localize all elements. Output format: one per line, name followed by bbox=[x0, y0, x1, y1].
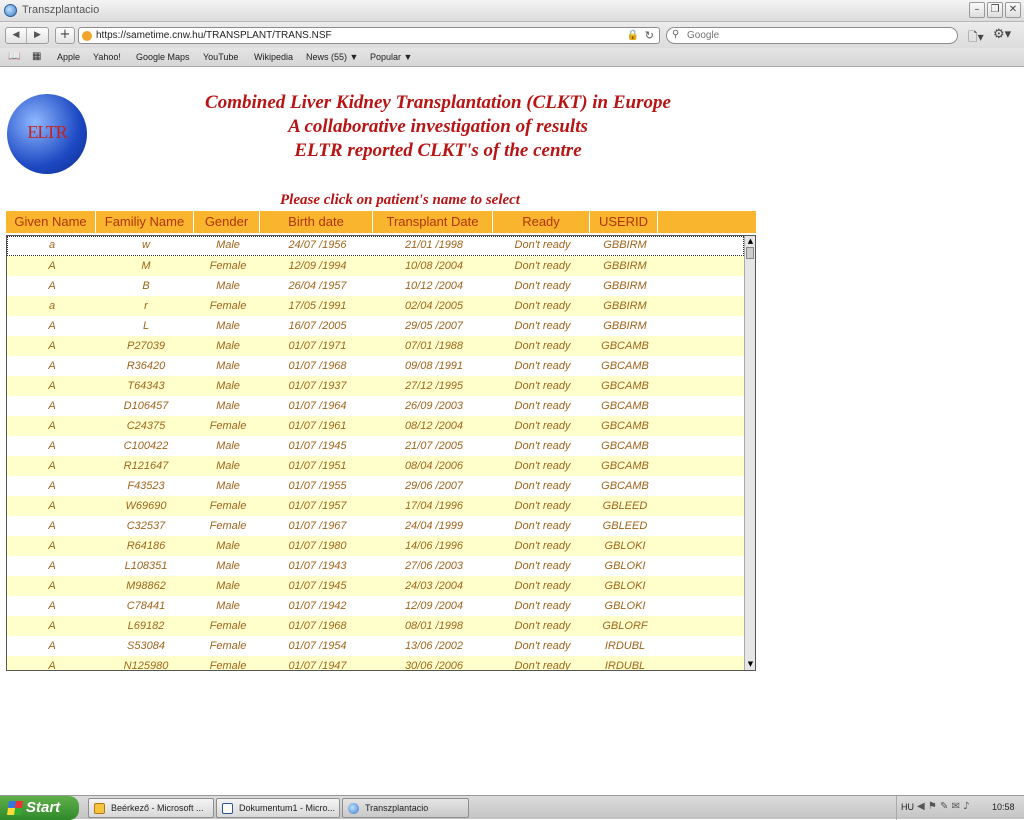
userid-cell: GBCAMB bbox=[601, 380, 649, 392]
taskbar-item-label: Transzplantacio bbox=[365, 803, 429, 813]
family-name-cell[interactable]: L69182 bbox=[127, 620, 165, 632]
gender-cell: Female bbox=[209, 300, 247, 312]
gender-cell: Female bbox=[209, 500, 247, 512]
ready-cell: Don't ready bbox=[514, 440, 571, 452]
page-menu-icon[interactable]: 🗋▾ bbox=[968, 30, 984, 44]
gender-cell: Male bbox=[216, 320, 240, 332]
transplant-date-cell: 27/06 /2003 bbox=[404, 560, 464, 572]
search-box[interactable] bbox=[666, 27, 958, 44]
table-row[interactable] bbox=[7, 656, 744, 671]
ready-cell: Don't ready bbox=[514, 640, 571, 652]
family-name-cell[interactable]: C100422 bbox=[123, 440, 169, 452]
birth-date-cell: 17/05 /1991 bbox=[288, 300, 347, 312]
table-row[interactable] bbox=[7, 496, 744, 516]
ready-cell: Don't ready bbox=[514, 280, 571, 292]
table-row[interactable] bbox=[7, 276, 744, 296]
ready-cell: Don't ready bbox=[514, 239, 571, 251]
given-name-cell[interactable]: A bbox=[48, 660, 56, 671]
table-row[interactable] bbox=[7, 236, 744, 256]
birth-date-cell: 01/07 /1961 bbox=[288, 420, 347, 432]
clock: 10:58 bbox=[992, 802, 1015, 812]
userid-cell: GBLOKI bbox=[604, 540, 646, 552]
patient-list[interactable] bbox=[6, 235, 756, 671]
family-name-cell[interactable]: R121647 bbox=[123, 460, 169, 472]
window-title: Transzplantacio bbox=[22, 4, 100, 16]
row-spacer bbox=[659, 416, 744, 436]
birth-date-cell: 01/07 /1980 bbox=[288, 540, 347, 552]
transplant-date-cell: 10/08 /2004 bbox=[404, 260, 464, 272]
chevron-down-icon: ▼ bbox=[403, 52, 413, 62]
transplant-date-cell: 27/12 /1995 bbox=[404, 380, 464, 392]
gender-cell: Female bbox=[209, 660, 247, 671]
book-icon[interactable]: 📖 bbox=[8, 51, 21, 62]
bookmark-news[interactable] bbox=[306, 52, 358, 62]
gender-cell: Male bbox=[216, 600, 240, 612]
gender-cell: Female bbox=[209, 420, 247, 432]
table-row[interactable] bbox=[7, 356, 744, 376]
birth-date-cell: 26/04 /1957 bbox=[288, 280, 347, 292]
family-name-cell[interactable]: F43523 bbox=[127, 480, 165, 492]
column-header-userid: USERID bbox=[590, 211, 658, 233]
birth-date-cell: 01/07 /1942 bbox=[288, 600, 347, 612]
forward-arrow-icon[interactable]: ▶ bbox=[34, 30, 41, 40]
given-name-cell[interactable]: A bbox=[48, 420, 56, 432]
table-row[interactable] bbox=[7, 576, 744, 596]
bookmark-popular[interactable] bbox=[370, 52, 412, 62]
bookmark-news-label: News (55) bbox=[306, 52, 348, 62]
birth-date-cell: 01/07 /1955 bbox=[288, 480, 347, 492]
family-name-cell[interactable]: B bbox=[142, 280, 150, 292]
table-row[interactable] bbox=[7, 296, 744, 316]
row-spacer bbox=[659, 556, 744, 576]
ready-cell: Don't ready bbox=[514, 620, 571, 632]
gender-cell: Male bbox=[216, 540, 240, 552]
scroll-up-icon[interactable]: ▲ bbox=[747, 237, 754, 245]
list-scrollbar[interactable] bbox=[744, 236, 755, 670]
birth-date-cell: 01/07 /1937 bbox=[288, 380, 347, 392]
taskbar bbox=[0, 795, 1024, 819]
birth-date-cell: 01/07 /1964 bbox=[288, 400, 347, 412]
table-row[interactable] bbox=[7, 456, 744, 476]
ready-cell: Don't ready bbox=[514, 480, 571, 492]
userid-cell: GBBIRM bbox=[603, 300, 647, 312]
ready-cell: Don't ready bbox=[514, 260, 571, 272]
row-spacer bbox=[659, 336, 744, 356]
given-name-cell[interactable]: A bbox=[48, 260, 56, 272]
table-row[interactable] bbox=[7, 376, 744, 396]
family-name-cell[interactable]: C32537 bbox=[126, 520, 166, 532]
start-button[interactable] bbox=[0, 796, 79, 820]
userid-cell: GBLOKI bbox=[604, 600, 646, 612]
userid-cell: GBBIRM bbox=[603, 320, 647, 332]
family-name-cell[interactable]: W69690 bbox=[125, 500, 167, 512]
userid-cell: GBLOKI bbox=[604, 580, 646, 592]
given-name-cell[interactable]: A bbox=[48, 460, 56, 472]
birth-date-cell: 01/07 /1945 bbox=[288, 440, 347, 452]
bookmark-popular-label: Popular bbox=[370, 52, 402, 62]
outlook-icon bbox=[94, 803, 105, 814]
grid-icon[interactable]: ▦ bbox=[32, 51, 42, 62]
ready-cell: Don't ready bbox=[514, 400, 571, 412]
family-name-cell[interactable]: S53084 bbox=[127, 640, 165, 652]
userid-cell: GBBIRM bbox=[603, 280, 647, 292]
nav-buttons bbox=[5, 27, 49, 44]
table-header bbox=[6, 211, 756, 233]
bookmark-apple[interactable]: Apple bbox=[57, 52, 81, 62]
transplant-date-cell: 08/01 /1998 bbox=[404, 620, 464, 632]
family-name-cell[interactable]: L bbox=[142, 320, 150, 332]
given-name-cell[interactable]: A bbox=[48, 580, 56, 592]
page-content bbox=[0, 68, 1024, 794]
address-bar[interactable] bbox=[78, 27, 660, 44]
gender-cell: Male bbox=[216, 560, 240, 572]
gender-cell: Male bbox=[216, 460, 240, 472]
gender-cell: Male bbox=[216, 239, 240, 251]
userid-cell: GBCAMB bbox=[601, 420, 649, 432]
row-spacer bbox=[659, 536, 744, 556]
ready-cell: Don't ready bbox=[514, 340, 571, 352]
transplant-date-cell: 29/05 /2007 bbox=[404, 320, 464, 332]
birth-date-cell: 01/07 /1967 bbox=[288, 520, 347, 532]
userid-cell: GBBIRM bbox=[603, 239, 647, 251]
gender-cell: Male bbox=[216, 440, 240, 452]
transplant-date-cell: 13/06 /2002 bbox=[404, 640, 464, 652]
given-name-cell[interactable]: A bbox=[48, 320, 56, 332]
family-name-cell[interactable]: T64343 bbox=[127, 380, 165, 392]
patient-rows bbox=[7, 236, 744, 671]
userid-cell: IRDUBL bbox=[604, 660, 646, 671]
birth-date-cell: 24/07 /1956 bbox=[288, 239, 347, 251]
chevron-down-icon: ▼ bbox=[349, 52, 359, 62]
column-header-given-name: Given Name bbox=[6, 211, 96, 233]
row-spacer bbox=[659, 456, 744, 476]
reload-icon[interactable]: ↻ bbox=[644, 29, 654, 42]
birth-date-cell: 01/07 /1968 bbox=[288, 360, 347, 372]
given-name-cell[interactable]: a bbox=[48, 239, 56, 251]
given-name-cell[interactable]: A bbox=[48, 620, 56, 632]
table-row[interactable] bbox=[7, 536, 744, 556]
ready-cell: Don't ready bbox=[514, 460, 571, 472]
page-subtitle: A collaborative investigation of results bbox=[288, 116, 588, 137]
birth-date-cell: 01/07 /1951 bbox=[288, 460, 347, 472]
gender-cell: Female bbox=[209, 640, 247, 652]
column-header-transplant-date: Transplant Date bbox=[373, 211, 493, 233]
gender-cell: Male bbox=[216, 280, 240, 292]
userid-cell: IRDUBL bbox=[604, 640, 646, 652]
given-name-cell[interactable]: a bbox=[48, 300, 56, 312]
row-spacer bbox=[659, 296, 744, 316]
ready-cell: Don't ready bbox=[514, 380, 571, 392]
given-name-cell[interactable]: A bbox=[48, 340, 56, 352]
row-spacer bbox=[659, 356, 744, 376]
search-icon[interactable]: ⚲ bbox=[672, 29, 680, 40]
row-spacer bbox=[659, 396, 744, 416]
row-spacer bbox=[659, 256, 744, 276]
birth-date-cell: 01/07 /1954 bbox=[288, 640, 347, 652]
windows-logo-icon bbox=[7, 801, 23, 815]
userid-cell: GBLORF bbox=[602, 620, 648, 632]
browser-toolbar bbox=[0, 22, 1024, 48]
given-name-cell[interactable]: A bbox=[48, 280, 56, 292]
family-name-cell[interactable]: C78441 bbox=[126, 600, 166, 612]
transplant-date-cell: 21/07 /2005 bbox=[404, 440, 464, 452]
family-name-cell[interactable]: R36420 bbox=[126, 360, 166, 372]
system-tray bbox=[896, 796, 1024, 820]
row-spacer bbox=[659, 436, 744, 456]
transplant-date-cell: 29/06 /2007 bbox=[404, 480, 464, 492]
ready-cell: Don't ready bbox=[514, 660, 571, 671]
bookmark-yahoo[interactable]: Yahoo! bbox=[93, 52, 121, 62]
lock-icon: 🔒 bbox=[626, 30, 639, 41]
scroll-down-icon[interactable]: ▼ bbox=[747, 660, 754, 668]
bookmark-wikipedia[interactable]: Wikipedia bbox=[254, 52, 294, 62]
ready-cell: Don't ready bbox=[514, 300, 571, 312]
taskbar-item-label: Dokumentum1 - Micro... bbox=[239, 803, 336, 813]
birth-date-cell: 01/07 /1968 bbox=[288, 620, 347, 632]
row-spacer bbox=[659, 376, 744, 396]
userid-cell: GBLOKI bbox=[604, 560, 646, 572]
userid-cell: GBCAMB bbox=[601, 340, 649, 352]
transplant-date-cell: 30/06 /2006 bbox=[404, 660, 464, 671]
given-name-cell[interactable]: A bbox=[48, 560, 56, 572]
table-row[interactable] bbox=[7, 476, 744, 496]
family-name-cell[interactable]: D106457 bbox=[123, 400, 169, 412]
table-row[interactable] bbox=[7, 316, 744, 336]
family-name-cell[interactable]: M bbox=[141, 260, 151, 272]
userid-cell: GBCAMB bbox=[601, 460, 649, 472]
transplant-date-cell: 17/04 /1996 bbox=[404, 500, 464, 512]
birth-date-cell: 12/09 /1994 bbox=[288, 260, 347, 272]
transplant-date-cell: 12/09 /2004 bbox=[404, 600, 464, 612]
transplant-date-cell: 02/04 /2005 bbox=[404, 300, 464, 312]
instruction-text: Please click on patient's name to select bbox=[280, 192, 520, 208]
birth-date-cell: 01/07 /1943 bbox=[288, 560, 347, 572]
ready-cell: Don't ready bbox=[514, 420, 571, 432]
transplant-date-cell: 07/01 /1988 bbox=[404, 340, 464, 352]
table-row[interactable] bbox=[7, 516, 744, 536]
given-name-cell[interactable]: A bbox=[48, 400, 56, 412]
family-name-cell[interactable]: w bbox=[142, 239, 150, 251]
transplant-date-cell: 26/09 /2003 bbox=[404, 400, 464, 412]
column-header-spacer bbox=[658, 211, 756, 233]
transplant-date-cell: 08/04 /2006 bbox=[404, 460, 464, 472]
ready-cell: Don't ready bbox=[514, 360, 571, 372]
gender-cell: Male bbox=[216, 380, 240, 392]
column-header-birth-date: Birth date bbox=[260, 211, 373, 233]
tray-icons[interactable]: ◀ ⚑ ✎ ✉ ♪ bbox=[917, 801, 970, 812]
column-header-family-name: Familiy Name bbox=[96, 211, 194, 233]
page-title: Combined Liver Kidney Transplantation (CLKT) in Europe bbox=[205, 92, 671, 113]
row-spacer bbox=[659, 496, 744, 516]
family-name-cell[interactable]: N125980 bbox=[123, 660, 169, 671]
start-label: Start bbox=[26, 799, 61, 816]
given-name-cell[interactable]: A bbox=[48, 360, 56, 372]
gender-cell: Female bbox=[209, 260, 247, 272]
row-spacer bbox=[659, 316, 744, 336]
family-name-cell[interactable]: M98862 bbox=[126, 580, 166, 592]
userid-cell: GBLEED bbox=[602, 500, 648, 512]
eltr-logo bbox=[7, 94, 87, 174]
transplant-date-cell: 24/04 /1999 bbox=[404, 520, 464, 532]
title-bar bbox=[0, 0, 1024, 22]
taskbar-item-word[interactable] bbox=[216, 798, 340, 818]
table-row[interactable] bbox=[7, 336, 744, 356]
row-spacer bbox=[659, 596, 744, 616]
gender-cell: Male bbox=[216, 400, 240, 412]
family-name-cell[interactable]: L108351 bbox=[124, 560, 168, 572]
birth-date-cell: 16/07 /2005 bbox=[288, 320, 347, 332]
row-spacer bbox=[659, 236, 744, 256]
given-name-cell[interactable]: A bbox=[48, 520, 56, 532]
userid-cell: GBCAMB bbox=[601, 400, 649, 412]
userid-cell: GBBIRM bbox=[603, 260, 647, 272]
table-row[interactable] bbox=[7, 436, 744, 456]
close-icon[interactable]: ✕ bbox=[1005, 2, 1021, 18]
row-spacer bbox=[659, 636, 744, 656]
transplant-date-cell: 10/12 /2004 bbox=[404, 280, 464, 292]
family-name-cell[interactable]: C24375 bbox=[126, 420, 166, 432]
column-header-ready: Ready bbox=[493, 211, 590, 233]
transplant-date-cell: 09/08 /1991 bbox=[404, 360, 464, 372]
gender-cell: Male bbox=[216, 340, 240, 352]
add-bookmark-icon[interactable]: + bbox=[55, 27, 75, 44]
transplant-date-cell: 14/06 /1996 bbox=[404, 540, 464, 552]
given-name-cell[interactable]: A bbox=[48, 540, 56, 552]
birth-date-cell: 01/07 /1945 bbox=[288, 580, 347, 592]
table-row[interactable] bbox=[7, 556, 744, 576]
search-input[interactable] bbox=[687, 29, 947, 42]
given-name-cell[interactable]: A bbox=[48, 440, 56, 452]
birth-date-cell: 01/07 /1971 bbox=[288, 340, 347, 352]
family-name-cell[interactable]: P27039 bbox=[127, 340, 165, 352]
language-indicator[interactable]: HU bbox=[901, 802, 914, 812]
given-name-cell[interactable]: A bbox=[48, 640, 56, 652]
bookmark-google-maps[interactable]: Google Maps bbox=[136, 52, 190, 62]
word-document-icon bbox=[222, 803, 233, 814]
ready-cell: Don't ready bbox=[514, 500, 571, 512]
page-subtitle-2: ELTR reported CLKT's of the centre bbox=[294, 140, 582, 161]
row-spacer bbox=[659, 576, 744, 596]
family-name-cell[interactable]: R64186 bbox=[126, 540, 166, 552]
taskbar-item-outlook[interactable] bbox=[88, 798, 214, 818]
transplant-date-cell: 24/03 /2004 bbox=[404, 580, 464, 592]
table-row[interactable] bbox=[7, 416, 744, 436]
taskbar-item-label: Beérkező - Microsoft ... bbox=[111, 803, 204, 813]
browser-icon bbox=[348, 803, 359, 814]
taskbar-item-browser[interactable] bbox=[342, 798, 469, 818]
row-spacer bbox=[659, 516, 744, 536]
column-header-gender: Gender bbox=[194, 211, 260, 233]
table-row[interactable] bbox=[7, 396, 744, 416]
minimize-icon[interactable]: – bbox=[969, 2, 985, 18]
table-row[interactable] bbox=[7, 616, 744, 636]
gear-icon[interactable]: ⚙▾ bbox=[993, 27, 1012, 42]
table-row[interactable] bbox=[7, 256, 744, 276]
row-spacer bbox=[659, 476, 744, 496]
ready-cell: Don't ready bbox=[514, 600, 571, 612]
transplant-date-cell: 08/12 /2004 bbox=[404, 420, 464, 432]
bookmarks-bar bbox=[0, 48, 1024, 67]
userid-cell: GBCAMB bbox=[601, 440, 649, 452]
transplant-date-cell: 21/01 /1998 bbox=[404, 239, 464, 251]
bookmark-youtube[interactable]: YouTube bbox=[203, 52, 239, 62]
ready-cell: Don't ready bbox=[514, 320, 571, 332]
scrollbar-thumb[interactable] bbox=[746, 247, 754, 259]
row-spacer bbox=[659, 616, 744, 636]
userid-cell: GBCAMB bbox=[601, 360, 649, 372]
userid-cell: GBCAMB bbox=[601, 480, 649, 492]
given-name-cell[interactable]: A bbox=[48, 500, 56, 512]
given-name-cell[interactable]: A bbox=[48, 480, 56, 492]
gender-cell: Male bbox=[216, 360, 240, 372]
maximize-icon[interactable]: ❐ bbox=[987, 2, 1003, 18]
logo-text: ELTR bbox=[27, 122, 67, 142]
url-text[interactable]: https://sametime.cnw.hu/TRANSPLANT/TRANS.NSF bbox=[96, 30, 332, 41]
gender-cell: Male bbox=[216, 580, 240, 592]
ready-cell: Don't ready bbox=[514, 520, 571, 532]
birth-date-cell: 01/07 /1947 bbox=[288, 660, 347, 671]
given-name-cell[interactable]: A bbox=[48, 380, 56, 392]
gender-cell: Male bbox=[216, 480, 240, 492]
gender-cell: Female bbox=[209, 620, 247, 632]
row-spacer bbox=[659, 276, 744, 296]
row-spacer bbox=[659, 656, 744, 671]
userid-cell: GBLEED bbox=[602, 520, 648, 532]
browser-app-icon bbox=[4, 4, 17, 17]
family-name-cell[interactable]: r bbox=[144, 300, 148, 312]
site-favicon-icon bbox=[82, 31, 92, 41]
table-row[interactable] bbox=[7, 596, 744, 616]
gender-cell: Female bbox=[209, 520, 247, 532]
birth-date-cell: 01/07 /1957 bbox=[288, 500, 347, 512]
ready-cell: Don't ready bbox=[514, 560, 571, 572]
ready-cell: Don't ready bbox=[514, 540, 571, 552]
table-row[interactable] bbox=[7, 636, 744, 656]
ready-cell: Don't ready bbox=[514, 580, 571, 592]
given-name-cell[interactable]: A bbox=[48, 600, 56, 612]
back-arrow-icon[interactable]: ◀ bbox=[6, 28, 27, 43]
